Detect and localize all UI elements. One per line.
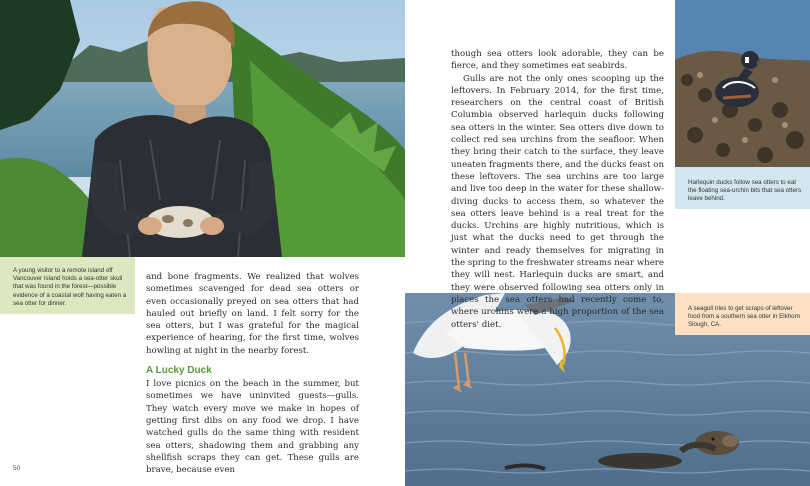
caption-ducks-text: Harlequin ducks follow sea otters to eat the floating sea-urchin bits that sea otters leave behind. [688,179,802,203]
caption-gull-text: A seagull tries to get scraps of leftover food from a southern sea otter in Elkhorn Slough, CA. [688,305,801,329]
right-paragraph-2: Gulls are not the only ones scooping up the leftovers. In February 2014, for the first time, researchers on the central coast of British Columbia observed harlequin ducks following sea otters in the winter. Sea otters dive down to collect red sea urchins from the seafloor. When they bring their catch to the surface, they leave uneaten fragments there, and the ducks feast on these leftovers. The sea urchins are too large and live too deep in the water for these shallow-diving ducks to access them, so whatever the sea otters leave behind is a real treat for the ducks. Urchins are highly nutritious, which is just what the ducks need to get through the winter and ready themselves for migrating in the spring to the freshwater streams near where they will nest. Harlequin ducks are smart, and they were observed following sea otters only in places the sea otters had recently come to, where urchins were a high proportion of the sea otters' diet. [451,73,664,330]
page-number: 50 [13,465,21,472]
left-text-column [146,271,359,476]
photo-harlequin-duck [675,0,810,167]
right-paragraph-1: though sea otters look adorable, they can be fierce, and they sometimes eat seabirds. [451,49,664,72]
caption-gull-photo [675,293,810,335]
left-paragraph-1: and bone fragments. We realized that wolves sometimes scavenged for dead sea otters or even occasionally preyed on sea otters that had hauled out briefly on land. I felt sorry for the sea otters, but I was grateful for the magical experience of hearing, for the first time, wolves howling at night in the nearby forest. [146,272,359,356]
caption-ducks-photo [675,167,810,209]
section-heading: A Lucky Duck [146,365,212,377]
caption-boy-photo [0,257,135,314]
photo-boy-with-skull [0,0,405,257]
caption-boy-text: A young visitor to a remote island off Vancouver Island holds a sea-otter skull that was found in the forest—possible evidence of a coastal wolf having eaten a sea otter for dinner. [13,267,127,307]
left-paragraph-2: I love picnics on the beach in the summer, but sometimes we have uninvited guests—gulls. They watch every move we make in hopes of getting first dibs on any food we drop. I have watched gulls do the same thing with resident sea otters, shadowing them and grabbing any shellfish scraps they can get. These gulls are brave, because even [146,379,359,476]
right-text-column [451,48,664,331]
